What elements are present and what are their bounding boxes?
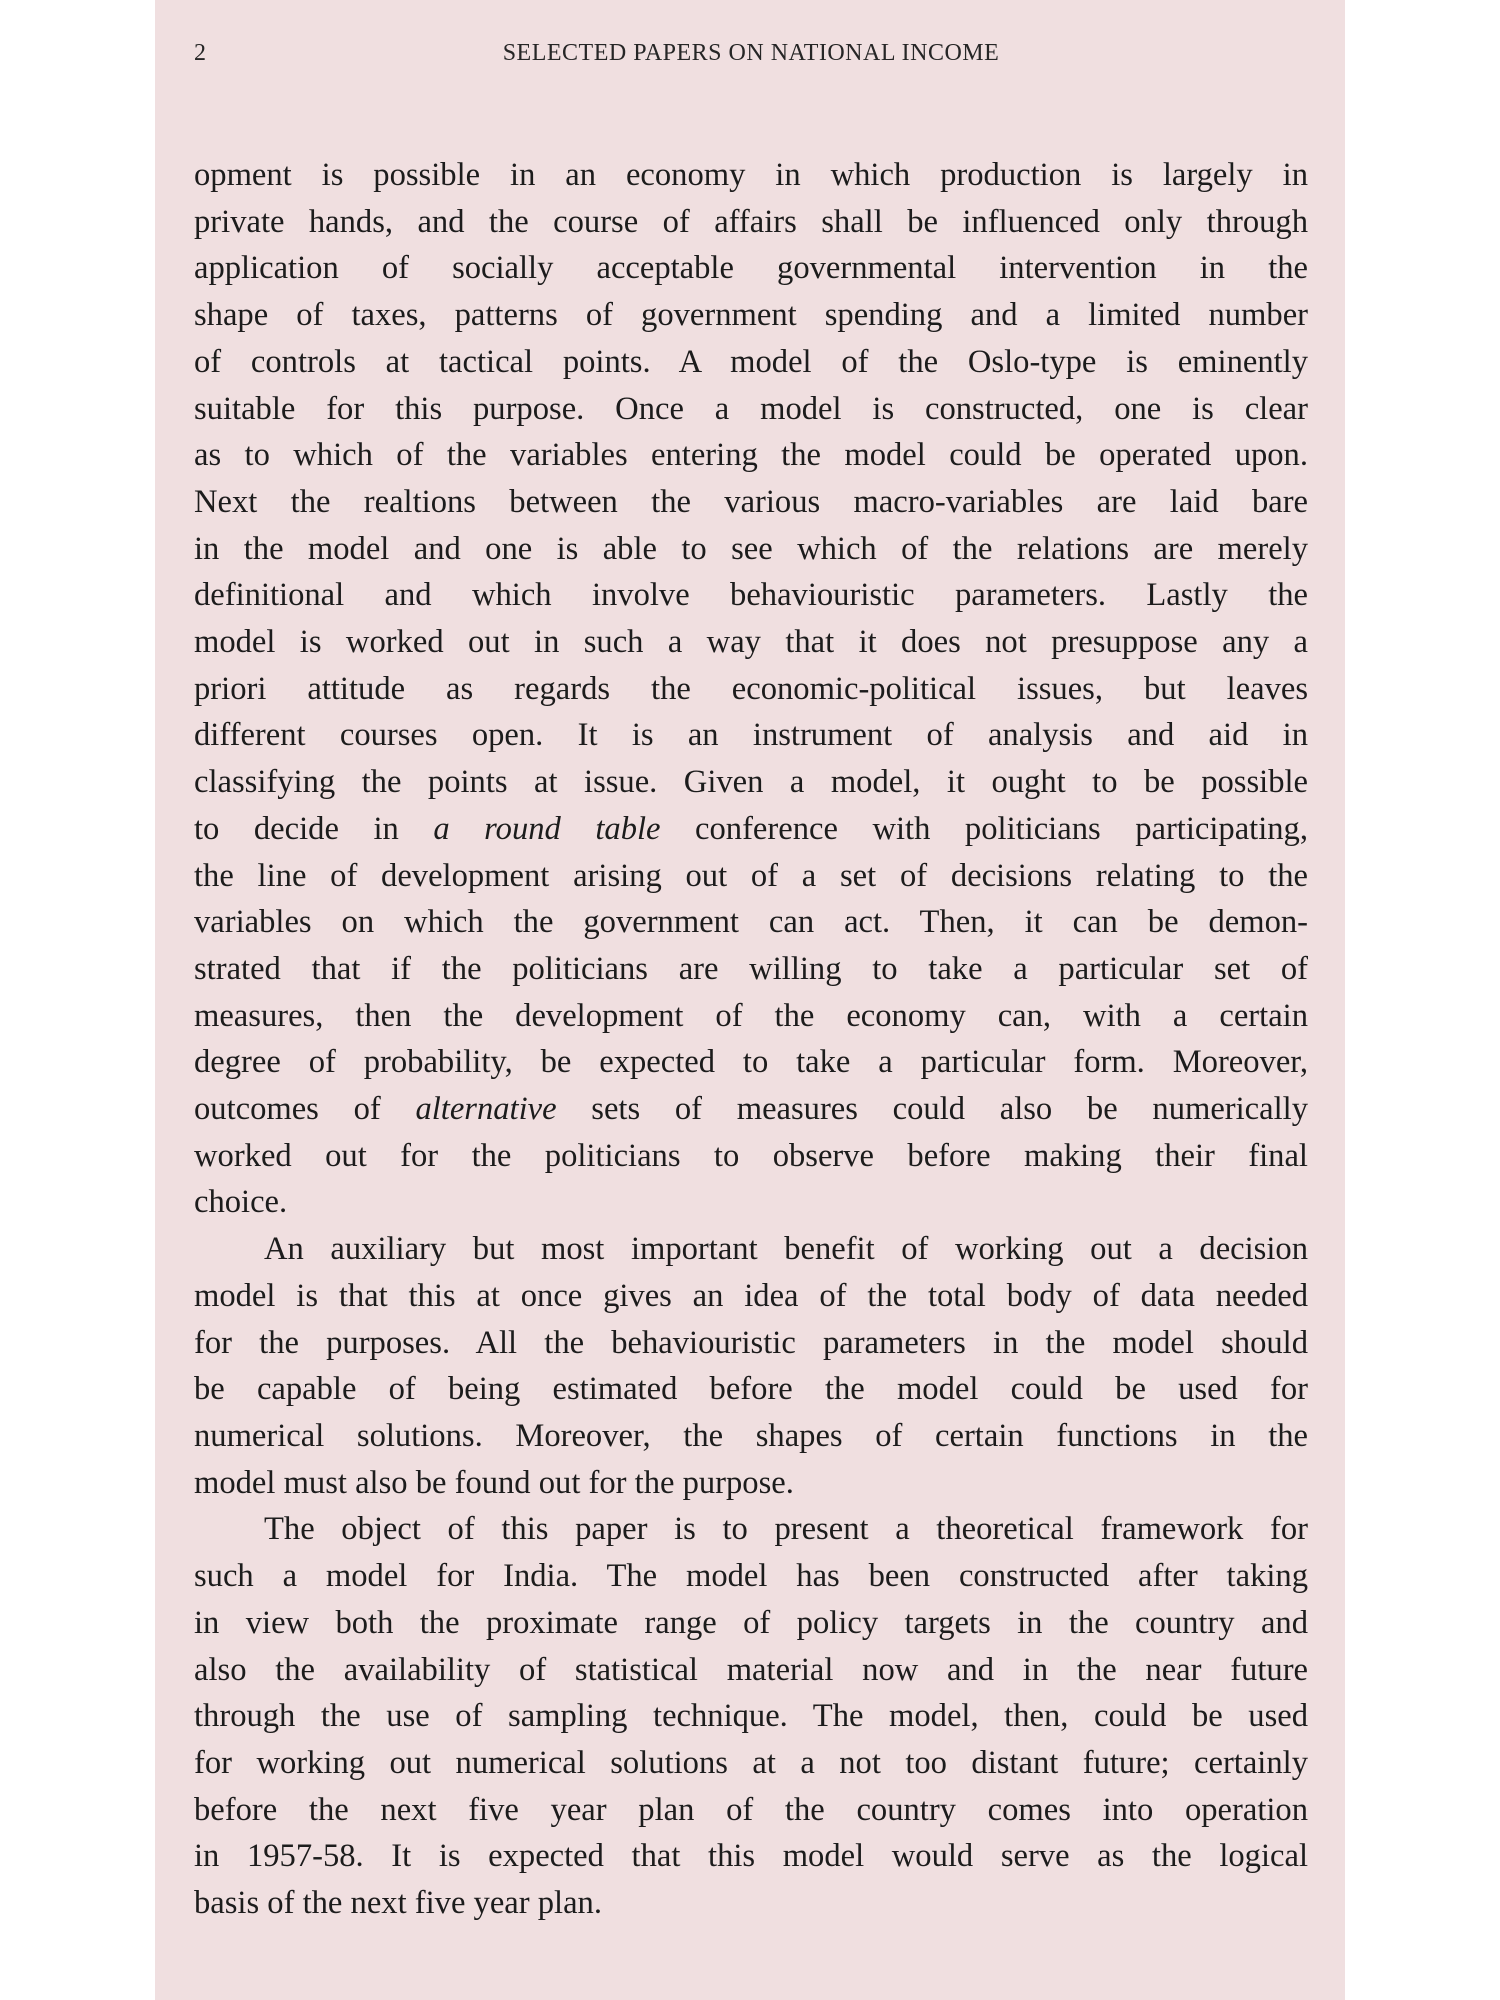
paragraph-2 [194,1226,1308,1506]
paragraph-1 [194,152,1308,1226]
page-number: 2 [194,40,206,66]
book-page [155,0,1345,2000]
text-line: choice. [194,1184,288,1221]
text-line: basis of the next five year plan. [194,1885,602,1922]
text-line: variables on which the government can act. Then, it can be demon- [194,904,1308,941]
text-line: such a model for India. The model has been constructed after taking [194,1558,1308,1595]
italic-text: alternative [415,1091,557,1128]
text-line: measures, then the development of the economy can, with a certain [194,997,1308,1034]
text-line: The object of this paper is to present a theoretical framework for [264,1511,1308,1548]
text-line: for working out numerical solutions at a not too distant future; certainly [194,1744,1308,1781]
text-line: degree of probability, be expected to take a particular form. Moreover, [194,1044,1308,1081]
text-line: different courses open. It is an instrument of analysis and aid in [194,717,1308,754]
text-line: of controls at tactical points. A model of the Oslo-type is eminently [194,343,1308,380]
text-line: numerical solutions. Moreover, the shapes of certain functions in the [194,1417,1308,1454]
running-title: SELECTED PAPERS ON NATIONAL INCOME [502,40,1000,66]
text-line: An auxiliary but most important benefit of working out a decision [264,1231,1308,1268]
text-line: as to which of the variables entering the model could be operated upon. [194,437,1308,474]
text-line: shape of taxes, patterns of government spending and a limited number [194,297,1308,334]
running-head [194,40,1308,80]
text-line: classifying the points at issue. Given a model, it ought to be possible [194,764,1308,801]
text-line: opment is possible in an economy in which production is largely in [194,157,1308,193]
body-text [194,152,1308,1927]
text-line: worked out for the politicians to observe before making their final [194,1137,1308,1174]
text-line: model must also be found out for the purpose. [194,1464,794,1501]
text-line: definitional and which involve behaviouristic parameters. Lastly the [194,577,1308,614]
italic-text: a round table [433,810,661,847]
text-line: outcomes of alternative sets of measures could also be numerically [194,1091,1308,1128]
text-line: Next the realtions between the various macro-variables are laid bare [194,483,1308,520]
text-line: to decide in a round table conference with politicians participating, [194,810,1308,847]
text-line: application of socially acceptable governmental intervention in the [194,250,1308,287]
text-line: be capable of being estimated before the model could be used for [194,1371,1308,1408]
text-line: the line of development arising out of a set of decisions relating to the [194,857,1308,894]
text-line: in view both the proximate range of policy targets in the country and [194,1604,1308,1641]
text-line: through the use of sampling technique. The model, then, could be used [194,1698,1308,1735]
text-line: priori attitude as regards the economic-political issues, but leaves [194,670,1308,707]
text-line: suitable for this purpose. Once a model is constructed, one is clear [194,390,1308,427]
text-line: model is worked out in such a way that it does not presuppose any a [194,624,1308,661]
text-line: strated that if the politicians are willing to take a particular set of [194,950,1308,987]
text-line: before the next five year plan of the country comes into operation [194,1791,1308,1828]
text-line: in 1957-58. It is expected that this model would serve as the logical [194,1838,1308,1875]
text-line: for the purposes. All the behaviouristic parameters in the model should [194,1324,1308,1361]
paragraph-3 [194,1506,1308,1926]
text-line: private hands, and the course of affairs shall be influenced only through [194,203,1308,240]
text-line: model is that this at once gives an idea of the total body of data needed [194,1277,1308,1314]
text-line: also the availability of statistical material now and in the near future [194,1651,1308,1688]
text-line: in the model and one is able to see which of the relations are merely [194,530,1308,567]
